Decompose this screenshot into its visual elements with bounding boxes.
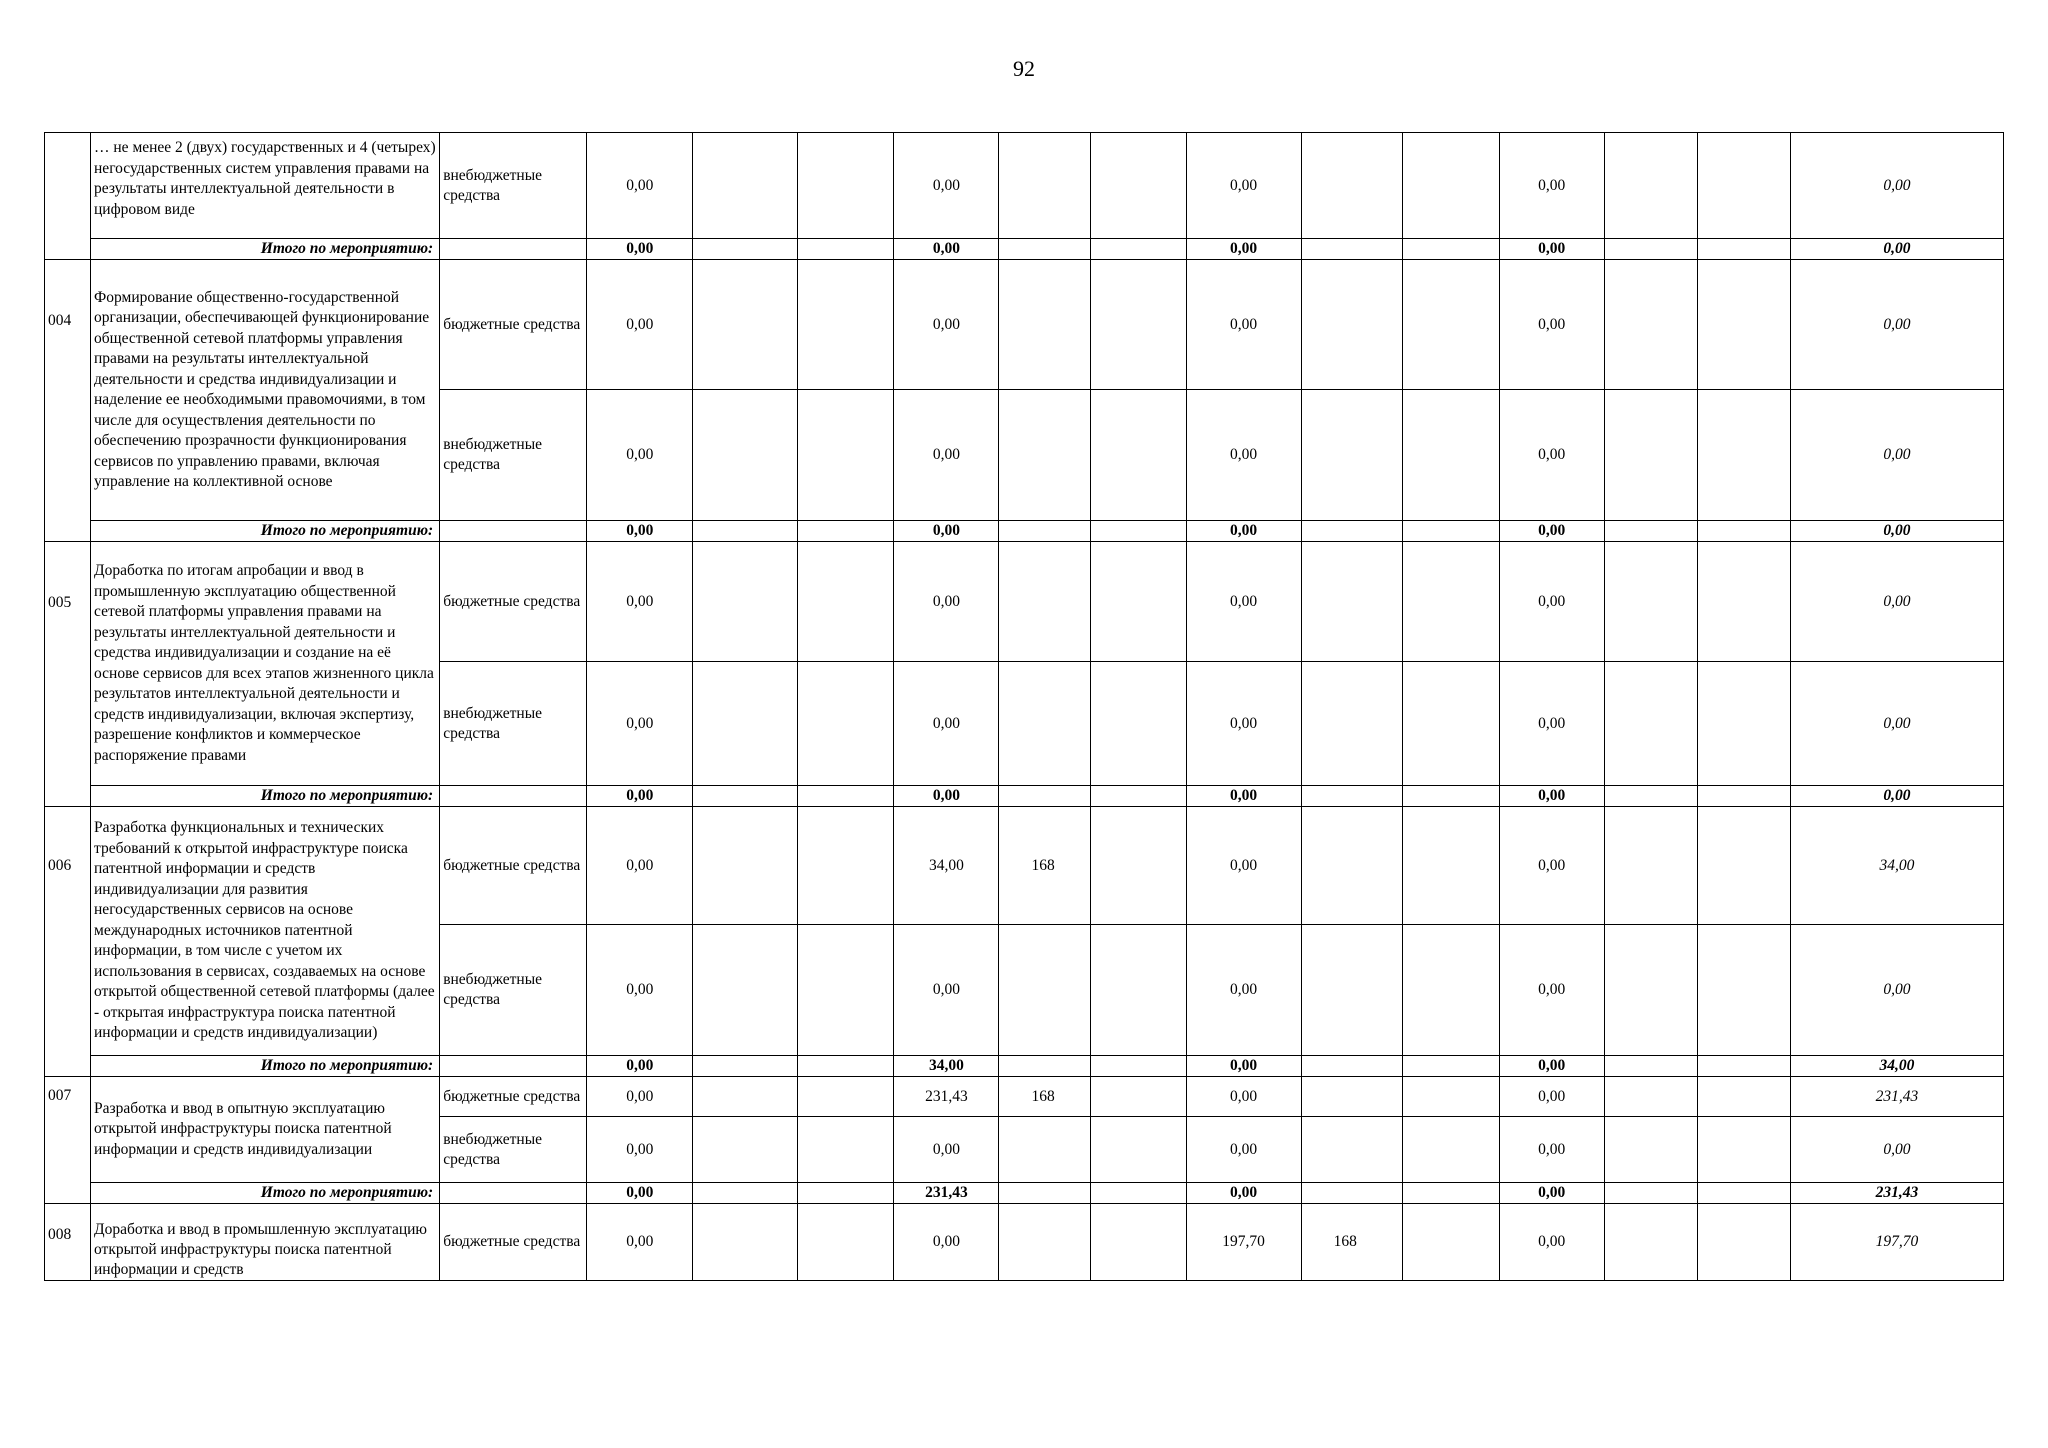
subtotal-value: 0,00 [1186, 1056, 1301, 1077]
empty-cell [693, 390, 798, 521]
value-cell: 0,00 [894, 133, 999, 239]
empty-cell [798, 239, 894, 260]
empty-cell [1402, 807, 1499, 925]
empty-cell [798, 260, 894, 390]
empty-cell [798, 390, 894, 521]
event-description [91, 133, 440, 239]
subtotal-label: Итого по мероприятию: [91, 1056, 440, 1077]
empty-cell [1697, 1117, 1790, 1183]
subtotal-value: 0,00 [894, 521, 999, 542]
empty-cell [1402, 786, 1499, 807]
table-row [45, 1077, 2004, 1117]
value-cell: 0,00 [1186, 925, 1301, 1056]
subtotal-value: 0,00 [1499, 1056, 1604, 1077]
empty-cell [798, 1204, 894, 1281]
empty-cell [798, 786, 894, 807]
value-cell: 0,00 [1499, 1077, 1604, 1117]
subtotal-label: Итого по мероприятию: [91, 786, 440, 807]
empty-cell [1697, 239, 1790, 260]
empty-cell [1697, 807, 1790, 925]
empty-cell [1604, 239, 1697, 260]
value-cell: 0,00 [1186, 133, 1301, 239]
empty-cell [1091, 390, 1186, 521]
empty-cell [1091, 1183, 1186, 1204]
table-row [45, 1204, 2004, 1281]
total-cell: 0,00 [1790, 542, 2003, 662]
subtotal-value: 0,00 [587, 239, 693, 260]
empty-cell [440, 521, 587, 542]
empty-cell [798, 662, 894, 786]
empty-cell [1301, 786, 1402, 807]
subtotal-row [45, 239, 2004, 260]
empty-cell [1091, 133, 1186, 239]
empty-cell [693, 925, 798, 1056]
subtotal-value: 0,00 [1499, 521, 1604, 542]
subtotal-value: 0,00 [587, 521, 693, 542]
subtotal-label: Итого по мероприятию: [91, 239, 440, 260]
empty-cell [1402, 925, 1499, 1056]
empty-cell [693, 133, 798, 239]
event-code: 007 [45, 1077, 91, 1204]
empty-cell [1697, 1056, 1790, 1077]
value-cell: 0,00 [1186, 807, 1301, 925]
value-cell: 0,00 [894, 260, 999, 390]
empty-cell [693, 807, 798, 925]
value-cell [999, 390, 1091, 521]
empty-cell [1604, 1204, 1697, 1281]
event-description: Разработка функциональных и технических требований к открытой инфраструктуре поиска патентной информации и средств индивидуализации для развития негосударственных сервисов на основе международных источников патентной информации, в том числе с учетом их использования в сервисах, создаваемых на основе открытой общественной сетевой платформы (далее - открытая инфраструктура поиска патентной информации и средств индивидуализации) [91, 807, 440, 1056]
value-cell: 0,00 [894, 542, 999, 662]
value-cell: 0,00 [1499, 542, 1604, 662]
empty-cell [1091, 542, 1186, 662]
event-description: Разработка и ввод в опытную эксплуатацию открытой инфраструктуры поиска патентной информации и средств индивидуализации [91, 1077, 440, 1183]
subtotal-value: 0,00 [1499, 786, 1604, 807]
empty-cell [1604, 925, 1697, 1056]
value-cell: 0,00 [1499, 1117, 1604, 1183]
subtotal-value: 0,00 [587, 1183, 693, 1204]
empty-cell [798, 133, 894, 239]
subtotal-value: 0,00 [1186, 1183, 1301, 1204]
empty-cell [1604, 786, 1697, 807]
value-cell: 197,70 [1186, 1204, 1301, 1281]
empty-cell [1091, 925, 1186, 1056]
empty-cell [1091, 1117, 1186, 1183]
value-cell [1301, 133, 1402, 239]
value-cell: 0,00 [1186, 542, 1301, 662]
value-cell: 34,00 [894, 807, 999, 925]
value-cell: 0,00 [894, 1204, 999, 1281]
empty-cell [1697, 925, 1790, 1056]
empty-cell [1402, 521, 1499, 542]
value-cell [999, 542, 1091, 662]
value-cell: 0,00 [1186, 260, 1301, 390]
subtotal-label: Итого по мероприятию: [91, 521, 440, 542]
empty-cell [440, 1056, 587, 1077]
empty-cell [1091, 1077, 1186, 1117]
empty-cell [1402, 542, 1499, 662]
empty-cell [798, 807, 894, 925]
value-cell [999, 662, 1091, 786]
empty-cell [693, 662, 798, 786]
value-cell: 0,00 [1499, 807, 1604, 925]
subtotal-label: Итого по мероприятию: [91, 1183, 440, 1204]
empty-cell [693, 1183, 798, 1204]
empty-cell [440, 239, 587, 260]
empty-cell [999, 1183, 1091, 1204]
value-cell: 0,00 [894, 925, 999, 1056]
funding-source: внебюджетные средства [440, 133, 587, 239]
empty-cell [1402, 1056, 1499, 1077]
value-cell [1301, 662, 1402, 786]
funding-source: бюджетные средства [440, 1204, 587, 1281]
subtotal-row [45, 786, 2004, 807]
empty-cell [1604, 662, 1697, 786]
value-cell [1301, 925, 1402, 1056]
empty-cell [798, 1183, 894, 1204]
funding-source: бюджетные средства [440, 1077, 587, 1117]
empty-cell [1402, 1117, 1499, 1183]
value-cell: 0,00 [1186, 1117, 1301, 1183]
total-cell: 0,00 [1790, 662, 2003, 786]
value-cell: 168 [999, 1077, 1091, 1117]
empty-cell [1604, 521, 1697, 542]
value-cell: 0,00 [587, 1117, 693, 1183]
subtotal-value: 0,00 [894, 239, 999, 260]
value-cell: 0,00 [587, 807, 693, 925]
empty-cell [1091, 662, 1186, 786]
table-row [45, 133, 2004, 239]
value-cell: 0,00 [1499, 925, 1604, 1056]
value-cell: 0,00 [894, 662, 999, 786]
empty-cell [1697, 662, 1790, 786]
event-code [45, 133, 91, 260]
budget-table [44, 132, 2004, 1281]
empty-cell [1402, 390, 1499, 521]
value-cell: 0,00 [1499, 662, 1604, 786]
subtotal-row [45, 521, 2004, 542]
empty-cell [1697, 1204, 1790, 1281]
empty-cell [693, 260, 798, 390]
event-code: 008 [45, 1204, 91, 1281]
value-cell: 0,00 [1186, 662, 1301, 786]
empty-cell [798, 521, 894, 542]
table-row [45, 542, 2004, 662]
total-cell: 231,43 [1790, 1077, 2003, 1117]
empty-cell [1604, 1077, 1697, 1117]
empty-cell [1091, 807, 1186, 925]
empty-cell [1091, 1204, 1186, 1281]
total-cell: 197,70 [1790, 1204, 2003, 1281]
empty-cell [1604, 542, 1697, 662]
value-cell [1301, 390, 1402, 521]
empty-cell [1402, 1077, 1499, 1117]
empty-cell [1604, 133, 1697, 239]
value-cell: 0,00 [587, 925, 693, 1056]
value-cell [999, 925, 1091, 1056]
value-cell [1301, 1117, 1402, 1183]
page-number: 92 [1013, 56, 1035, 81]
event-description: Доработка и ввод в промышленную эксплуатацию открытой инфраструктуры поиска патентной информации и средств [91, 1204, 440, 1281]
empty-cell [798, 1077, 894, 1117]
empty-cell [1301, 521, 1402, 542]
empty-cell [693, 521, 798, 542]
empty-cell [798, 542, 894, 662]
value-cell: 0,00 [1186, 1077, 1301, 1117]
empty-cell [999, 239, 1091, 260]
event-code: 006 [45, 807, 91, 1077]
empty-cell [1697, 260, 1790, 390]
empty-cell [440, 786, 587, 807]
empty-cell [1091, 1056, 1186, 1077]
value-cell: 168 [1301, 1204, 1402, 1281]
total-cell: 0,00 [1790, 133, 2003, 239]
subtotal-value: 0,00 [1499, 1183, 1604, 1204]
subtotal-total: 0,00 [1790, 239, 2003, 260]
subtotal-total: 0,00 [1790, 521, 2003, 542]
empty-cell [693, 1117, 798, 1183]
event-code: 005 [45, 542, 91, 807]
value-cell: 231,43 [894, 1077, 999, 1117]
table-row [45, 260, 2004, 390]
empty-cell [999, 786, 1091, 807]
empty-cell [1697, 521, 1790, 542]
empty-cell [1604, 807, 1697, 925]
empty-cell [1697, 1183, 1790, 1204]
empty-cell [693, 1077, 798, 1117]
total-cell: 0,00 [1790, 390, 2003, 521]
empty-cell [798, 925, 894, 1056]
subtotal-value: 0,00 [894, 786, 999, 807]
empty-cell [1697, 1077, 1790, 1117]
empty-cell [798, 1056, 894, 1077]
empty-cell [693, 786, 798, 807]
subtotal-row [45, 1056, 2004, 1077]
funding-source: внебюджетные средства [440, 390, 587, 521]
value-cell [1301, 260, 1402, 390]
value-cell: 0,00 [587, 662, 693, 786]
value-cell: 0,00 [587, 1204, 693, 1281]
value-cell: 0,00 [1499, 133, 1604, 239]
empty-cell [1697, 390, 1790, 521]
value-cell: 0,00 [587, 133, 693, 239]
empty-cell [693, 1204, 798, 1281]
empty-cell [1697, 133, 1790, 239]
empty-cell [1697, 786, 1790, 807]
value-cell: 0,00 [894, 390, 999, 521]
empty-cell [1402, 260, 1499, 390]
subtotal-row [45, 1183, 2004, 1204]
value-cell: 0,00 [1499, 1204, 1604, 1281]
empty-cell [999, 521, 1091, 542]
subtotal-value: 0,00 [587, 786, 693, 807]
subtotal-value: 0,00 [1186, 239, 1301, 260]
empty-cell [1402, 1204, 1499, 1281]
empty-cell [798, 1117, 894, 1183]
table-row [45, 807, 2004, 925]
value-cell: 0,00 [587, 260, 693, 390]
empty-cell [693, 542, 798, 662]
empty-cell [1402, 239, 1499, 260]
empty-cell [1091, 260, 1186, 390]
value-cell [999, 260, 1091, 390]
value-cell [1301, 807, 1402, 925]
empty-cell [1402, 662, 1499, 786]
value-cell: 0,00 [587, 390, 693, 521]
empty-cell [1402, 133, 1499, 239]
subtotal-value: 0,00 [1186, 786, 1301, 807]
subtotal-total: 34,00 [1790, 1056, 2003, 1077]
empty-cell [693, 1056, 798, 1077]
empty-cell [1301, 1056, 1402, 1077]
empty-cell [1402, 1183, 1499, 1204]
funding-source: бюджетные средства [440, 260, 587, 390]
empty-cell [1301, 239, 1402, 260]
total-cell: 34,00 [1790, 807, 2003, 925]
subtotal-value: 0,00 [1186, 521, 1301, 542]
event-description: Формирование общественно-государственной организации, обеспечивающей функционирование общественной сетевой платформы управления правами на результаты интеллектуальной деятельности и средства индивидуализации и наделение ее необходимыми правомочиями, в том числе для осуществления деятельности по обеспечению прозрачности функционирования сервисов по управлению правами, включая управление на коллективной основе [91, 260, 440, 521]
value-cell [999, 133, 1091, 239]
value-cell: 0,00 [1186, 390, 1301, 521]
empty-cell [1604, 390, 1697, 521]
empty-cell [1604, 260, 1697, 390]
total-cell: 0,00 [1790, 1117, 2003, 1183]
subtotal-value: 34,00 [894, 1056, 999, 1077]
event-description-text: … не менее 2 (двух) государственных и 4 (четырех) негосударственных систем управления правами на результаты интеллектуальной деятельности в цифровом виде [94, 139, 436, 218]
total-cell: 0,00 [1790, 260, 2003, 390]
value-cell [999, 1117, 1091, 1183]
value-cell [1301, 1077, 1402, 1117]
value-cell: 0,00 [1499, 390, 1604, 521]
empty-cell [440, 1183, 587, 1204]
empty-cell [1604, 1056, 1697, 1077]
value-cell: 0,00 [894, 1117, 999, 1183]
empty-cell [1301, 1183, 1402, 1204]
value-cell [999, 1204, 1091, 1281]
event-code: 004 [45, 260, 91, 542]
subtotal-total: 231,43 [1790, 1183, 2003, 1204]
event-description: Доработка по итогам апробации и ввод в промышленную эксплуатацию общественной сетевой платформы управления правами на результаты интеллектуальной деятельности и средства индивидуализации и создание на её основе сервисов для всех этапов жизненного цикла результатов интеллектуальной деятельности и средств индивидуализации, включая экспертизу, разрешение конфликтов и коммерческое распоряжение правами [91, 542, 440, 786]
value-cell [1301, 542, 1402, 662]
subtotal-value: 0,00 [1499, 239, 1604, 260]
empty-cell [693, 239, 798, 260]
empty-cell [1697, 542, 1790, 662]
empty-cell [1604, 1183, 1697, 1204]
value-cell: 0,00 [587, 1077, 693, 1117]
funding-source: внебюджетные средства [440, 925, 587, 1056]
value-cell: 0,00 [587, 542, 693, 662]
subtotal-value: 231,43 [894, 1183, 999, 1204]
value-cell: 168 [999, 807, 1091, 925]
empty-cell [1091, 521, 1186, 542]
subtotal-value: 0,00 [587, 1056, 693, 1077]
empty-cell [1604, 1117, 1697, 1183]
funding-source: внебюджетные средства [440, 1117, 587, 1183]
empty-cell [1091, 786, 1186, 807]
funding-source: бюджетные средства [440, 542, 587, 662]
value-cell: 0,00 [1499, 260, 1604, 390]
empty-cell [999, 1056, 1091, 1077]
subtotal-total: 0,00 [1790, 786, 2003, 807]
empty-cell [1091, 239, 1186, 260]
funding-source: внебюджетные средства [440, 662, 587, 786]
funding-source: бюджетные средства [440, 807, 587, 925]
total-cell: 0,00 [1790, 925, 2003, 1056]
